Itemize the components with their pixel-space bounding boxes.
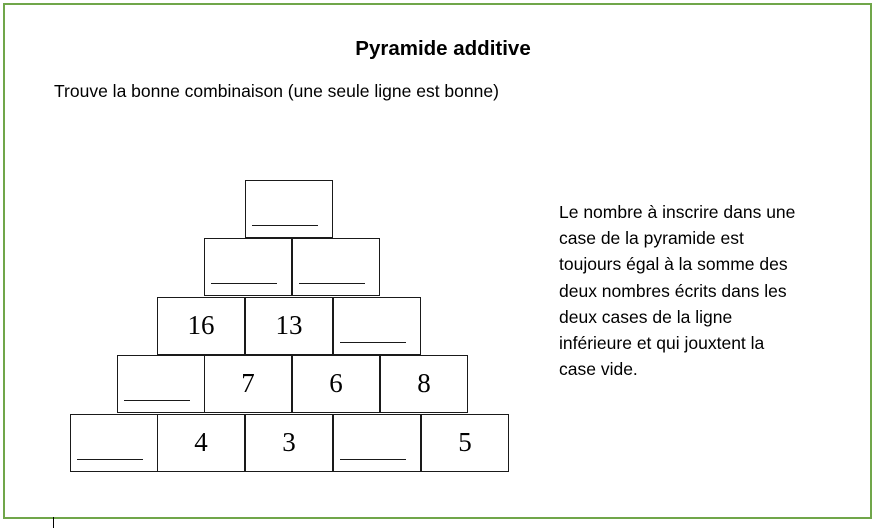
cell-value: 16 bbox=[187, 310, 215, 340]
pyramid-cell-r3-c2 bbox=[245, 297, 333, 355]
pyramid-cell-r1-c1[interactable] bbox=[245, 180, 333, 238]
rule-line: deux cases de la ligne bbox=[559, 306, 733, 327]
blank-line bbox=[252, 225, 318, 226]
blank-line bbox=[340, 342, 406, 343]
instruction-text: Trouve la bonne combinaison (une seule ligne est bonne) bbox=[54, 81, 499, 101]
pyramid-cell-r4-c4 bbox=[380, 355, 468, 413]
blank-line bbox=[211, 283, 277, 284]
rule-line: case vide. bbox=[559, 359, 638, 380]
pyramid-cell-r5-c5 bbox=[421, 414, 509, 472]
rule-line: Le nombre à inscrire dans une bbox=[559, 202, 796, 222]
pyramid-cell-r5-c3 bbox=[245, 414, 333, 472]
cell-value: 8 bbox=[417, 368, 431, 398]
blank-line bbox=[124, 400, 190, 401]
pyramid-cell-r5-c4[interactable] bbox=[333, 414, 421, 472]
cell-value: 5 bbox=[458, 427, 472, 457]
cell-value: 4 bbox=[194, 427, 208, 457]
blank-line bbox=[77, 459, 143, 460]
cell-value: 7 bbox=[241, 368, 255, 398]
pyramid-cell-r5-c2 bbox=[157, 414, 245, 472]
pyramid-cell-r5-c1[interactable] bbox=[70, 414, 158, 472]
pyramid-cell-r3-c1 bbox=[157, 297, 245, 355]
pyramid-cell-r4-c3 bbox=[292, 355, 380, 413]
cell-value: 3 bbox=[282, 427, 296, 457]
pyramid-cell-r3-c3[interactable] bbox=[333, 297, 421, 355]
pyramid-cell-r2-c2[interactable] bbox=[292, 238, 380, 296]
rule-line: toujours égal à la somme des bbox=[559, 254, 788, 275]
rule-line: case de la pyramide est bbox=[559, 228, 744, 249]
blank-line bbox=[299, 283, 365, 284]
pyramid-cell-r4-c1[interactable] bbox=[117, 355, 205, 413]
text-cursor bbox=[53, 517, 54, 528]
page-title: Pyramide additive bbox=[355, 37, 531, 60]
blank-line bbox=[340, 459, 406, 460]
cell-value: 6 bbox=[329, 368, 343, 398]
pyramid-cell-r2-c1[interactable] bbox=[204, 238, 292, 296]
rule-line: inférieure et qui jouxtent la bbox=[559, 333, 765, 354]
cell-value: 13 bbox=[275, 310, 303, 340]
rule-line: deux nombres écrits dans les bbox=[559, 280, 787, 301]
pyramid-cell-r4-c2 bbox=[204, 355, 292, 413]
